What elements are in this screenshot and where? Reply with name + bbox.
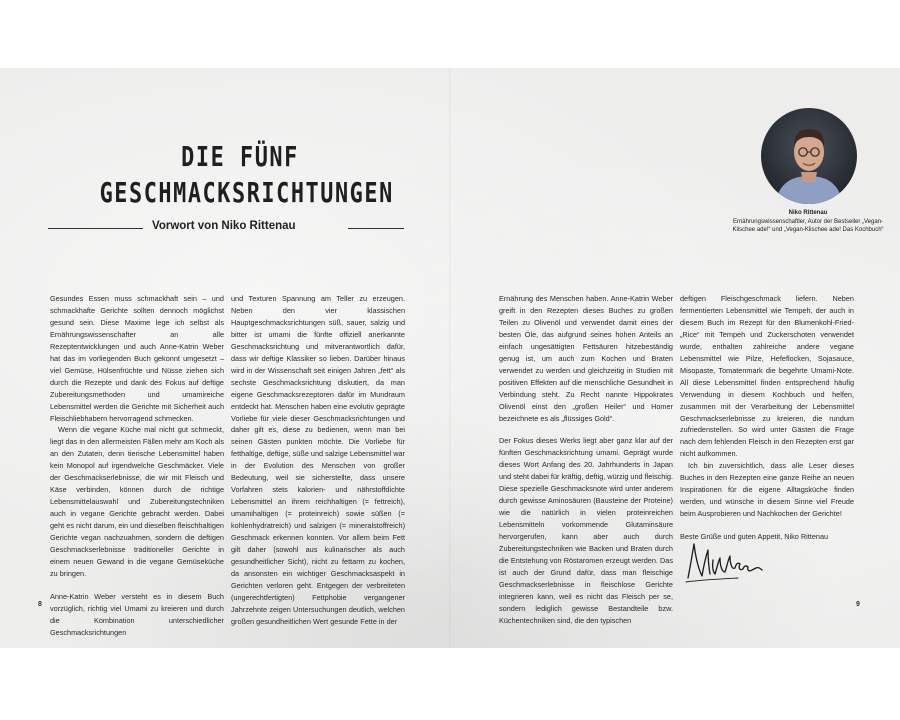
author-caption xyxy=(728,209,888,235)
page-number-right: 9 xyxy=(856,601,860,608)
subtitle: Vorwort von Niko Rittenau xyxy=(152,220,296,232)
text-column-1 xyxy=(50,293,224,639)
paragraph: Wenn die vegane Küche mal nicht gut schmeckt, liegt das in den allermeisten Fällen mehr am Koch als an den Zutaten, denn tierische Lebensmittel haben kein Monopol auf irgendwelche Geschmäcker. Viele der Geschmackserlebnisse, die wir mit Fleisch und Käse verbinden, können durch die richtige Lebensmittelauswahl und Zubereitungstechniken auch in vegane Gerichte gebracht werden. Dabei geht es nicht darum, ein und dieselben fleischhaltigen Gerichte vegan nachzuahmen, sondern die deftigen Geschmackserlebnisse traditioneller Gerichte in einem neuen Gewand in die vegane Gemüseküche zu bringen. xyxy=(50,425,224,578)
author-portrait xyxy=(761,108,857,204)
signature-icon xyxy=(680,538,770,588)
text-column-3 xyxy=(499,293,673,627)
paragraph: Der Fokus dieses Werks liegt aber ganz klar auf der fünften Geschmacksrichtung umami. Geprägt wurde dieses Wort Anfang des 20. Jahrhunderts in Japan und steht dabei für kräftig, deftig, würzig und fleischig. Diese spezielle Geschmacksnote wird unter anderem durch gewisse Aminosäuren (Bausteine der Proteine) wie die natürlich in vielen proteinreichen Lebensmitteln vorkommende Glutaminsäure hervorgerufen, kann aber auch durch Zubereitungstechniken wie Backen und Braten durch die Entstehung von Röstaromen erzeugt werden. Das ist auch der Grund dafür, dass man fleischige Geschmackserlebnisse in fleischlose Gerichte integrieren kann, weil es nicht das Fleisch per se, sondern lediglich gewisse Bestandteile bzw. Küchentechniken sind, die den typischen xyxy=(499,436,674,625)
paragraph: Ich bin zuversichtlich, dass alle Leser dieses Buches in den Rezepten eine ganze Reihe an neuen Inspirationen für die eigene Alltagsküche finden werden, und wünsche in diesem Sinne viel Freude beim Ausprobieren und Nachkochen der Gerichte! xyxy=(680,461,854,519)
author-description: Ernährungswissenschaftler, Autor der Bestseller „Vegan-Klischee ade!“ und „Vegan-Klischee ade! Das Kochbuch“ xyxy=(732,218,884,234)
author-name: Niko Rittenau xyxy=(788,210,828,216)
subtitle-rule-right xyxy=(348,228,404,229)
page-number-left: 8 xyxy=(38,601,42,608)
subtitle-rule-left xyxy=(48,228,143,229)
page-title-line2: GESCHMACKSRICHTUNGEN xyxy=(99,176,394,209)
paragraph: und Texturen Spannung am Teller zu erzeugen. Neben den vier klassischen Hauptgeschmacksrichtungen süß, sauer, salzig und bitter ist umami die fünfte offiziell anerkannte Geschmacksrichtung und mitverantwortlich dafür, dass wir deftige Klassiker so lieben. Darüber hinaus wird in der Wissenschaft seit einigen Jahren „fett“ als sechste Geschmacksrichtung diskutiert, da man eigene Geschmacksrezeptoren dafür im Mundraum entdeckt hat. Menschen haben eine evolutiv geprägte Vorliebe für viele dieser Geschmacksrichtungen und daher gilt es, diese zu bedienen, wenn man bei seinen Gästen punkten möchte. Die Vorliebe für fetthaltige, deftige, süße und salzige Lebensmittel war in der Evolution des Menschen von großer Bedeutung, weil sie sicherstellte, dass unsere Vorfahren stets kalorien- und nährstoffdichte Lebensmittel an ihrem reichhaltigen (= fettreich), umamihaltigen (= proteinreich) sowie süßen (= kohlenhydratreich) und salzigen (= mineralstoffreich) Geschmack erkennen konnten. Vor allem beim Fett gilt daher (sowohl aus kulinarischer als auch gesundheitlicher Sicht), nicht zu fettarm zu kochen, da ansonsten ein wichtiger Geschmacksaspekt in Gerichten verloren geht. Entgegen der verbreiteten (ungerechtfertigten) Fettphobie vergangener Jahrzehnte zeigen Untersuchungen deutlich, welchen großen gesundheitlichen Wert gesunde Fette in der xyxy=(231,294,406,626)
text-column-2 xyxy=(231,293,405,628)
book-gutter xyxy=(449,68,451,648)
page-title-line1: DIE FÜNF xyxy=(181,140,299,173)
paragraph: Ernährung des Menschen haben. Anne-Katrin Weber greift in den Rezepten dieses Buches zu großen Teilen zu Olivenöl und verwendet damit eines der besten Öle, das aufgrund seines hohen Anteils an einfach ungesättigten Fettsäuren hitzebeständig genug ist, um auch zum Kochen und Braten verwendet zu werden und gleichzeitig in Studien mit positiven Effekten auf die menschliche Gesundheit in Verbindung steht. Zu Recht nannte Hippokrates Olivenöl einst den „großen Heiler“ und Homer bezeichnete es als „flüssiges Gold“. xyxy=(499,294,673,423)
subtitle-row xyxy=(48,220,404,236)
greeting: Beste Grüße und guten Appetit, Niko Rittenau xyxy=(680,532,829,542)
paragraph: Gesundes Essen muss schmackhaft sein – und schmackhafte Gerichte sollten dennoch möglichst gesund sein. Diese Maxime lege ich selbst als Ernährungswissenschafter an alle Rezeptentwicklungen und auch Anne-Katrin Weber hat das im vorliegenden Buch gekonnt umgesetzt – viel Gemüse, Hülsenfrüchte und Nüsse ziehen sich durch die Rezepte und dank des Fokus auf deftige Zubereitungsmethoden und umamireiche Lebensmittel werden die Gerichte mit Sicherheit auch Fleischliebhabern hervorragend schmecken. xyxy=(50,294,224,423)
book-spread xyxy=(0,68,900,648)
paragraph: deftigen Fleischgeschmack liefern. Neben fermentierten Lebensmittel wie Tempeh, der auch in diesem Buch im Rezept für den Blumenkohl-Fried-„Rice“ mit Tempeh und Zuckerschoten verwendet wurde, enthalten zahlreiche andere vegane Lebensmittel wie Pilze, Hefeflocken, Sojasauce, Misopaste, Tomatenmark die begehrte Umami-Note. All diese Lebensmittel finden entsprechend häufig Verwendung in diesem Kochbuch und helfen, zusammen mit der Verarbeitung der Lebensmittel Geschmackserlebnisse zu kreieren, die rundum zufriedenstellen. So wird unter Gästen die Frage nach dem fehlenden Fleisch in den Rezepten erst gar nicht aufkommen. xyxy=(680,294,854,459)
paragraph: Anne-Katrin Weber versteht es in diesem Buch vorzüglich, richtig viel Umami zu kreieren und durch die Kombination unterschiedlicher Geschmacksrichtungen xyxy=(50,591,224,637)
text-column-4 xyxy=(680,293,854,543)
author-photo-icon xyxy=(761,108,857,204)
